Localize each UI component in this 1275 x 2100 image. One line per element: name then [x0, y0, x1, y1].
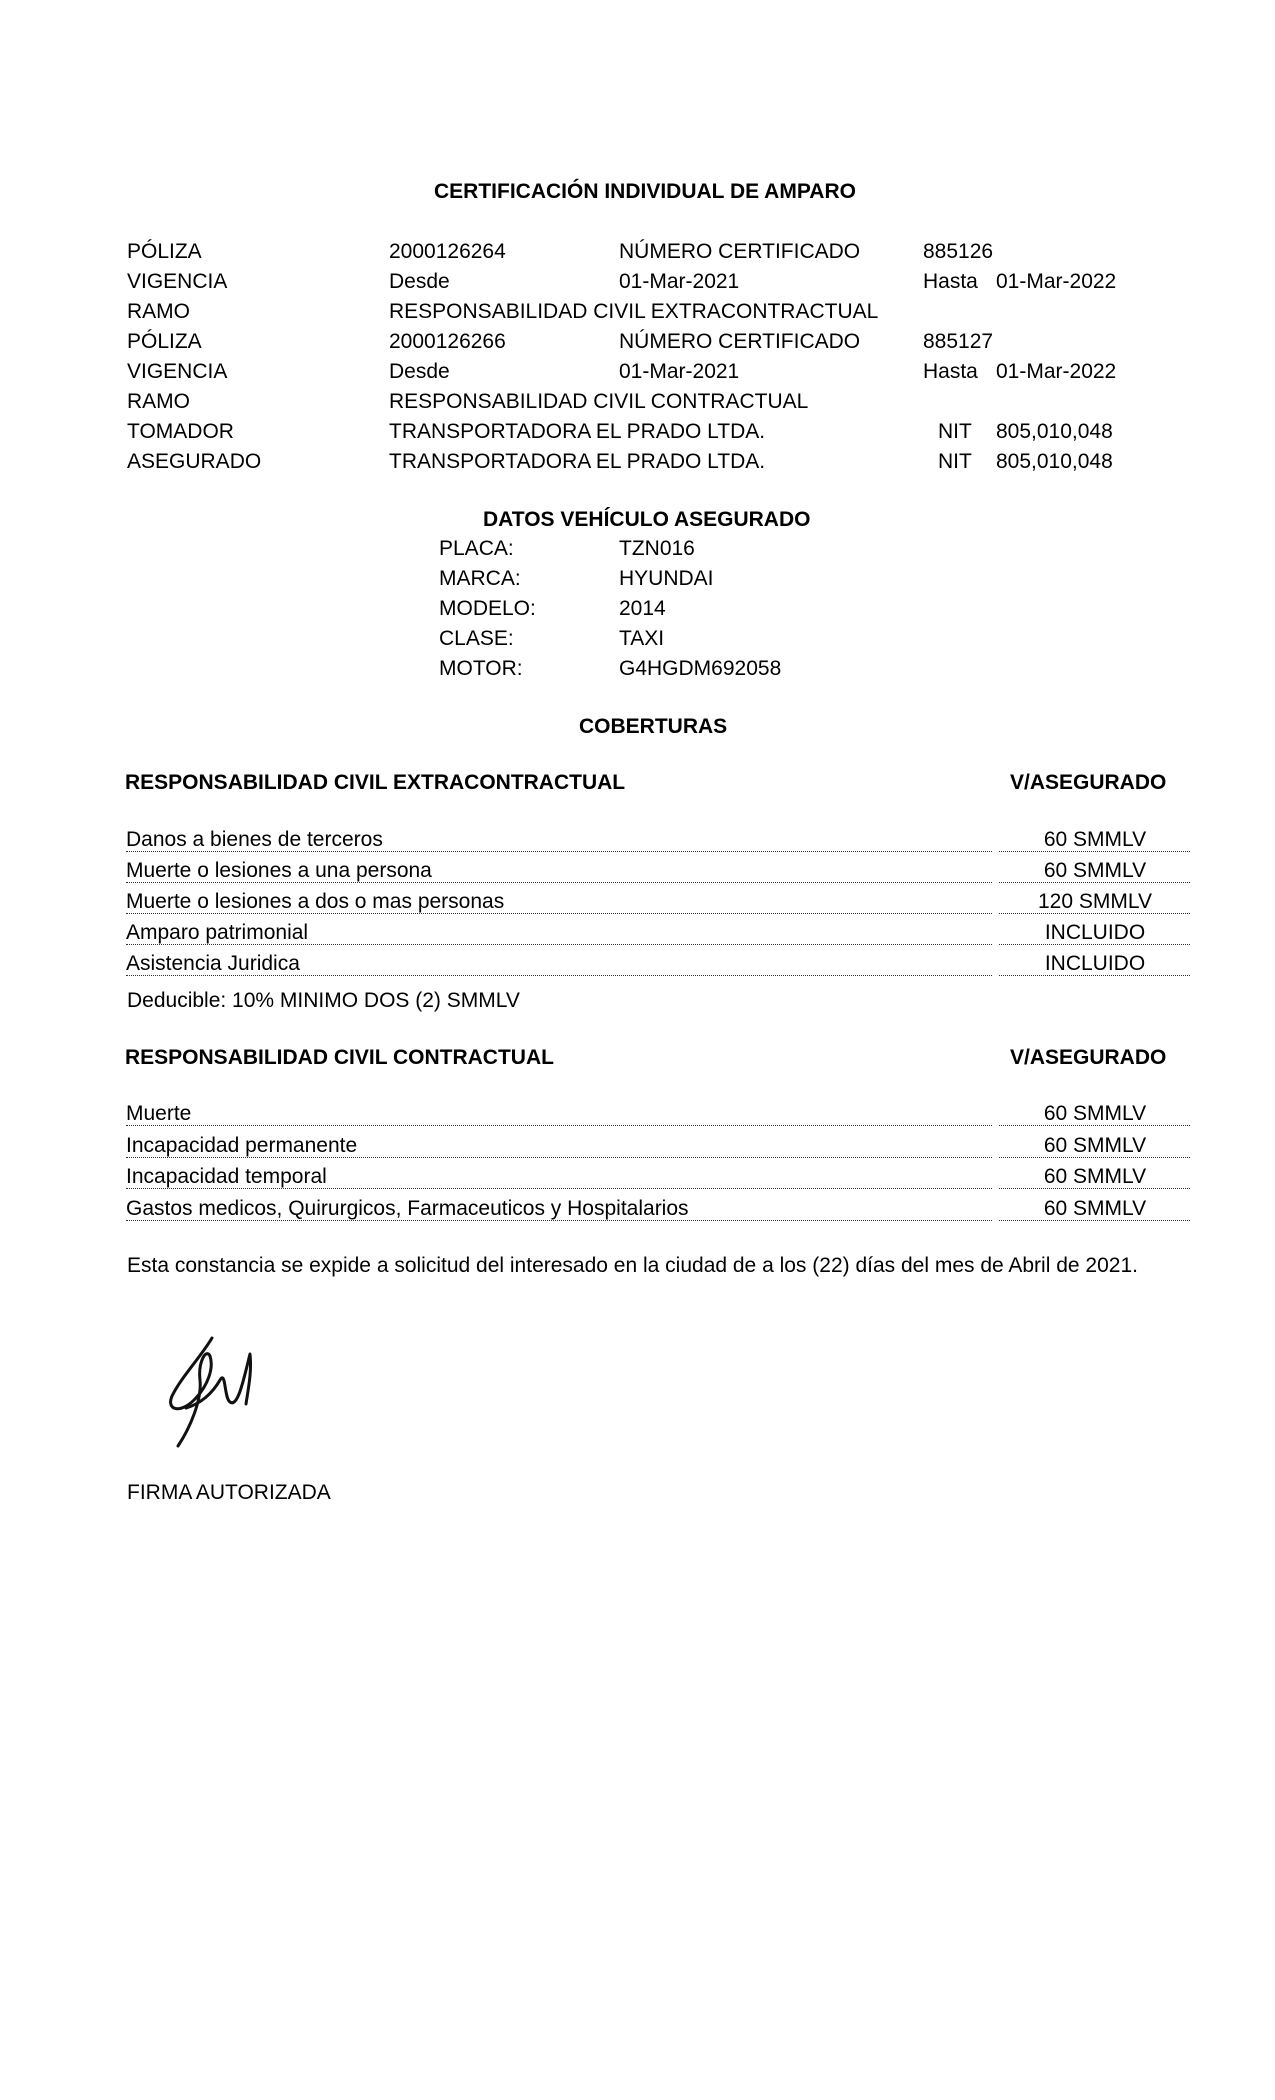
vehicle-field-label: MOTOR: [439, 657, 523, 680]
nit-label: NIT [938, 420, 972, 443]
desde-label: Desde [389, 270, 450, 293]
poliza-number: 2000126264 [389, 240, 506, 263]
poliza-label: PÓLIZA [127, 240, 202, 263]
ramo-label: RAMO [127, 300, 190, 323]
nit-value: 805,010,048 [996, 450, 1113, 473]
insured-value-heading: V/ASEGURADO [1010, 1046, 1167, 1069]
coverage-value: 60 SMMLV [1043, 1102, 1147, 1125]
hasta-label: Hasta [923, 270, 978, 293]
section-heading: RESPONSABILIDAD CIVIL CONTRACTUAL [125, 1046, 554, 1069]
coverage-row [126, 1195, 1190, 1221]
vehicle-field-value: TAXI [619, 627, 665, 650]
coverage-row [126, 857, 1190, 883]
tomador-label: TOMADOR [127, 420, 234, 443]
certificate-number-label: NÚMERO CERTIFICADO [619, 330, 861, 353]
vehicle-field-value: TZN016 [619, 537, 695, 560]
vehicle-field-value: G4HGDM692058 [619, 657, 782, 680]
coverage-row [126, 950, 1190, 976]
coverage-label: Amparo patrimonial [126, 921, 309, 944]
hasta-label: Hasta [923, 360, 978, 383]
coverage-value: 60 SMMLV [1043, 859, 1147, 882]
desde-date: 01-Mar-2021 [619, 270, 740, 293]
coverage-row [126, 888, 1190, 914]
coverage-value: INCLUIDO [1044, 952, 1146, 975]
vigencia-label: VIGENCIA [127, 360, 228, 383]
coverage-label: Incapacidad temporal [126, 1165, 327, 1188]
vehicle-field-value: HYUNDAI [619, 567, 714, 590]
nit-value: 805,010,048 [996, 420, 1113, 443]
vehicle-field-label: CLASE: [439, 627, 514, 650]
desde-label: Desde [389, 360, 450, 383]
coverage-value: INCLUIDO [1044, 921, 1146, 944]
coverage-row [126, 1163, 1190, 1189]
signature-image [160, 1328, 270, 1458]
poliza-number: 2000126266 [389, 330, 506, 353]
insured-value-heading: V/ASEGURADO [1010, 771, 1167, 794]
vehicle-field-label: PLACA: [439, 537, 514, 560]
ramo-label: RAMO [127, 390, 190, 413]
asegurado-name: TRANSPORTADORA EL PRADO LTDA. [389, 450, 766, 473]
coverage-row [126, 1132, 1190, 1158]
poliza-label: PÓLIZA [127, 330, 202, 353]
vehicle-field-value: 2014 [619, 597, 666, 620]
asegurado-label: ASEGURADO [127, 450, 262, 473]
ramo-value: RESPONSABILIDAD CIVIL CONTRACTUAL [389, 390, 809, 413]
coverage-row [126, 919, 1190, 945]
section-heading: RESPONSABILIDAD CIVIL EXTRACONTRACTUAL [125, 771, 626, 794]
coverage-row [126, 826, 1190, 852]
certificate-number-label: NÚMERO CERTIFICADO [619, 240, 861, 263]
coverage-label: Gastos medicos, Quirurgicos, Farmaceuticos y Hospitalarios [126, 1197, 689, 1220]
coverage-value: 60 SMMLV [1043, 1165, 1147, 1188]
vigencia-label: VIGENCIA [127, 270, 228, 293]
ramo-value: RESPONSABILIDAD CIVIL EXTRACONTRACTUAL [389, 300, 879, 323]
coverage-label: Asistencia Juridica [126, 952, 300, 975]
signature-label: FIRMA AUTORIZADA [127, 1481, 331, 1504]
coverage-label: Muerte o lesiones a dos o mas personas [126, 890, 505, 913]
coverage-value: 60 SMMLV [1043, 1197, 1147, 1220]
hasta-date: 01-Mar-2022 [996, 270, 1117, 293]
issuance-statement: Esta constancia se expide a solicitud del interesado en la ciudad de a los (22) días del mes de Abril de 2021. [127, 1254, 1138, 1277]
coverages-title: COBERTURAS [579, 715, 728, 738]
coverage-row [126, 1100, 1190, 1126]
deductible-text: Deducible: 10% MINIMO DOS (2) SMMLV [127, 989, 520, 1012]
vehicle-field-label: MODELO: [439, 597, 536, 620]
coverage-value: 60 SMMLV [1043, 828, 1147, 851]
coverage-value: 120 SMMLV [1038, 890, 1152, 913]
hasta-date: 01-Mar-2022 [996, 360, 1117, 383]
coverage-label: Danos a bienes de terceros [126, 828, 383, 851]
desde-date: 01-Mar-2021 [619, 360, 740, 383]
document-title: CERTIFICACIÓN INDIVIDUAL DE AMPARO [434, 180, 856, 203]
nit-label: NIT [938, 450, 972, 473]
vehicle-field-label: MARCA: [439, 567, 521, 590]
tomador-name: TRANSPORTADORA EL PRADO LTDA. [389, 420, 766, 443]
certificate-number: 885126 [923, 240, 994, 263]
coverage-label: Incapacidad permanente [126, 1134, 358, 1157]
vehicle-title: DATOS VEHÍCULO ASEGURADO [483, 508, 811, 531]
coverage-label: Muerte [126, 1102, 192, 1125]
coverage-label: Muerte o lesiones a una persona [126, 859, 432, 882]
certificate-number: 885127 [923, 330, 994, 353]
coverage-value: 60 SMMLV [1043, 1134, 1147, 1157]
